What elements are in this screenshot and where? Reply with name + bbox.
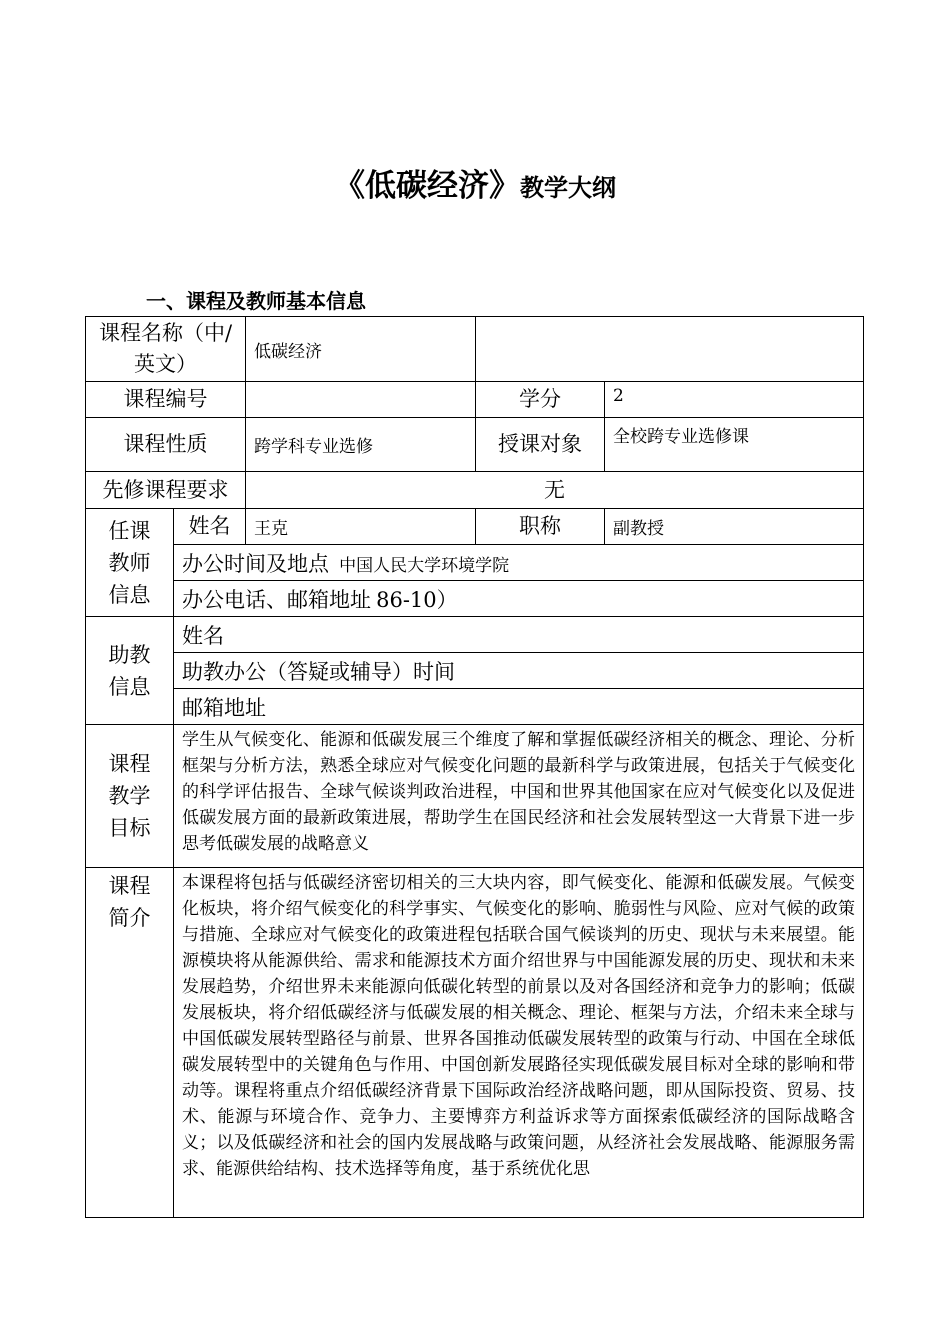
course-name-label: 课程名称（中/英文） — [86, 317, 246, 382]
row-ta-office — [86, 653, 864, 689]
ta-office-label: 助教办公（答疑或辅导）时间 — [174, 653, 864, 689]
objectives-label: 课程教学目标 — [86, 725, 174, 868]
row-intro — [86, 868, 864, 1218]
office-label: 办公时间及地点 — [182, 551, 329, 576]
intro-text: 本课程将包括与低碳经济密切相关的三大块内容，即气候变化、能源和低碳发展。气候变化板块，将介绍气候变化的科学事实、气候变化的影响、脆弱性与风险、应对气候的政策与措施、全球应对气候变化的政策进程包括联合国气候谈判的历史、现状与未来展望。能源模块将从能源供给、需求和能源技术方面介绍世界与中国能源发展的历史、现状和未来发展趋势，介绍世界未来能源向低碳化转型的前景以及对各国经济和竞争力的影响；低碳发展板块，将介绍低碳经济与低碳发展的相关概念、理论、框架与方法，介绍未来全球与中国低碳发展转型路径与前景、世界各国推动低碳发展转型的政策与行动、中国在全球低碳发展转型中的关键角色与作用、中国创新发展路径实现低碳发展目标对全球的影响和带动等。课程将重点介绍低碳经济背景下国际政治经济战略问题，即从国际投资、贸易、技术、能源与环境合作、竞争力、主要博弈方利益诉求等方面探索低碳经济的国际战略含义；以及低碳经济和社会的国内发展战略与政策问题，从经济社会发展战略、能源服务需求、能源供给结构、技术选择等角度，基于系统优化思 — [174, 868, 864, 1218]
credits-value: 2 — [605, 382, 864, 418]
row-prerequisites — [86, 472, 864, 509]
name-label: 姓名 — [174, 509, 246, 545]
ta-group-label: 助教信息 — [86, 617, 174, 725]
credits-label: 学分 — [476, 382, 605, 418]
row-instructor-name — [86, 509, 864, 545]
row-objectives — [86, 725, 864, 868]
objectives-text: 学生从气候变化、能源和低碳发展三个维度了解和掌握低碳经济相关的概念、理论、分析框架与分析方法，熟悉全球应对气候变化问题的最新科学与政策进展，包括关于气候变化的科学评估报告、全球气候谈判政治进程，中国和世界其他国家在应对气候变化以及促进低碳发展方面的最新政策进展，帮助学生在国民经济和社会发展转型这一大背景下进一步思考低碳发展的战略意义 — [174, 725, 864, 868]
phone-email-label: 办公电话、邮箱地址 — [182, 587, 371, 612]
instructor-group-label: 任课教师信息 — [86, 509, 174, 617]
prereq-value: 无 — [246, 472, 864, 509]
audience-value: 全校跨专业选修课 — [605, 418, 864, 472]
audience-label: 授课对象 — [476, 418, 605, 472]
course-info-table — [85, 316, 864, 1218]
section-heading: 一、课程及教师基本信息 — [146, 289, 366, 313]
row-office — [86, 545, 864, 581]
course-type-label: 课程性质 — [86, 418, 246, 472]
office-cell — [174, 545, 864, 581]
instructor-name: 王克 — [246, 509, 476, 545]
course-code-value — [246, 382, 476, 418]
course-name-empty-cell — [476, 317, 864, 382]
office-value: 中国人民大学环境学院 — [339, 555, 510, 576]
prereq-label: 先修课程要求 — [86, 472, 246, 509]
course-type-value: 跨学科专业选修 — [246, 418, 476, 472]
row-ta-email — [86, 689, 864, 725]
row-course-code — [86, 382, 864, 418]
course-code-label: 课程编号 — [86, 382, 246, 418]
ta-name-label: 姓名 — [174, 617, 864, 653]
ta-email-label: 邮箱地址 — [174, 689, 864, 725]
row-course-type — [86, 418, 864, 472]
course-name-value: 低碳经济 — [246, 317, 476, 382]
row-ta-name — [86, 617, 864, 653]
phone-email-cell — [174, 581, 864, 617]
document-title — [0, 160, 950, 205]
title-suffix: 教学大纲 — [520, 174, 616, 202]
title-main: 《低碳经济》 — [334, 168, 520, 204]
instructor-title: 副教授 — [605, 509, 864, 545]
phone-email-value: 86-10） — [376, 587, 458, 612]
row-phone-email — [86, 581, 864, 617]
title-label: 职称 — [476, 509, 605, 545]
row-course-name — [86, 317, 864, 382]
intro-label: 课程简介 — [86, 868, 174, 1218]
